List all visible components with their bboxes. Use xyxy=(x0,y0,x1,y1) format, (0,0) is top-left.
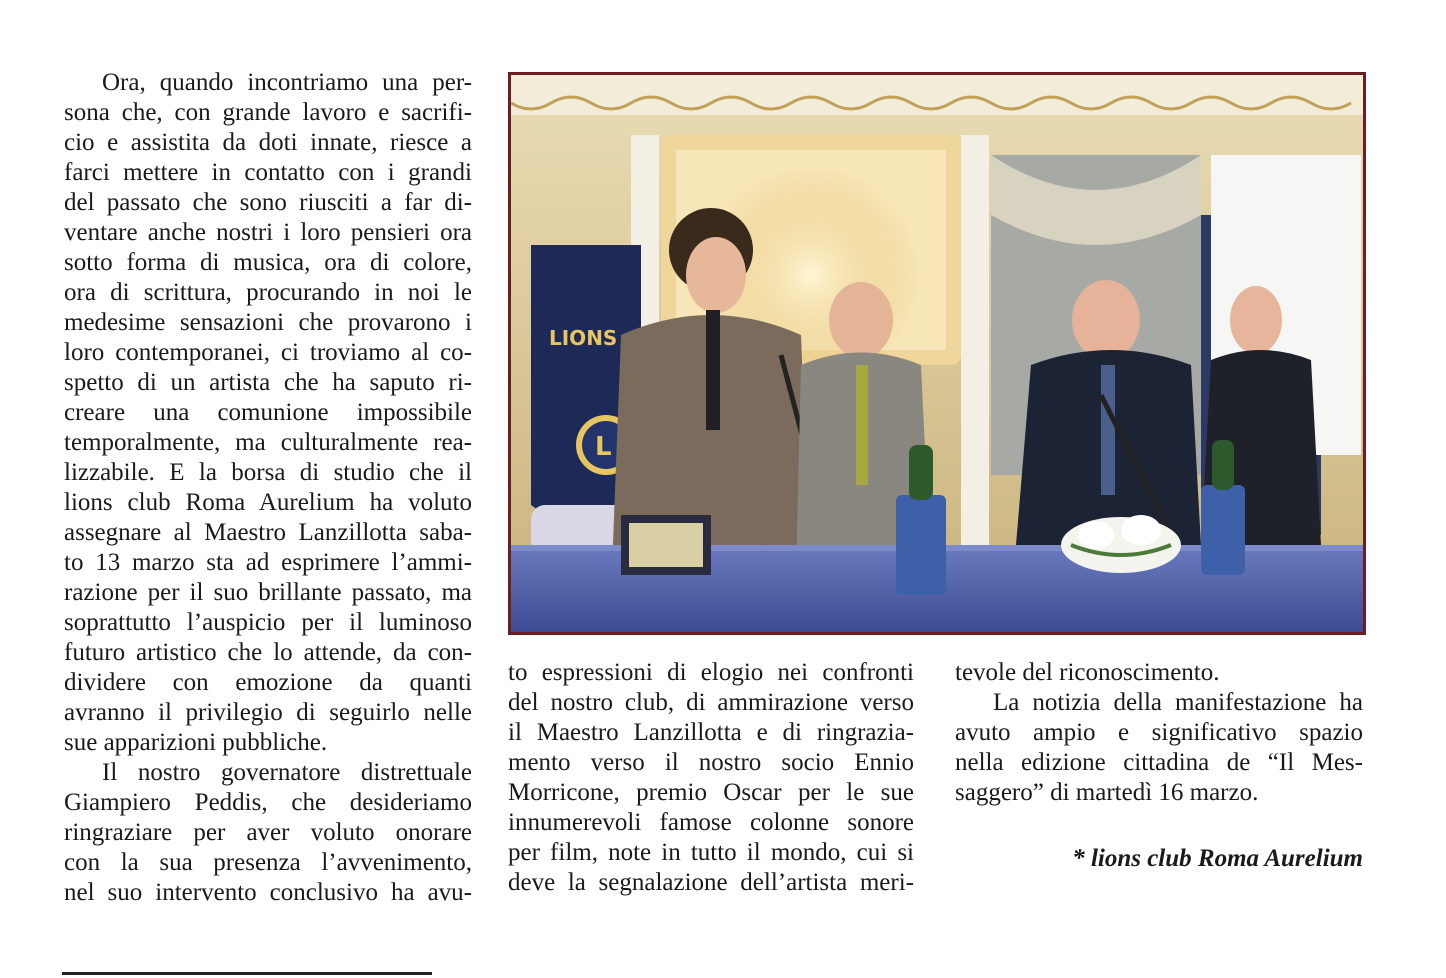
article-column-3 xyxy=(955,658,1363,808)
text-line: mento verso il nostro socio Ennio xyxy=(508,749,914,776)
text-line: futuro artistico che lo attende, da con- xyxy=(64,639,472,666)
text-line: medesime sensazioni che provarono i xyxy=(64,309,472,336)
text-line: dividere con emozione da quanti xyxy=(64,669,472,696)
text-line: ventare anche nostri i loro pensieri ora xyxy=(64,219,472,246)
text-line: loro contemporanei, ci troviamo al co- xyxy=(64,339,472,366)
text-line: sue apparizioni pubbliche. xyxy=(64,729,328,756)
text-line: Giampiero Peddis, che desideriamo xyxy=(64,789,472,816)
event-photo xyxy=(508,72,1366,635)
text-line: cio e assistita da doti innate, riesce a xyxy=(64,129,472,156)
text-line: lions club Roma Aurelium ha voluto xyxy=(64,489,472,516)
text-line: del passato che sono riusciti a far di- xyxy=(64,189,472,216)
text-line: La notizia della manifestazione ha xyxy=(993,689,1363,716)
text-line: deve la segnalazione dell’artista meri- xyxy=(508,869,914,896)
text-line: con la sua presenza l’avvenimento, xyxy=(64,849,472,876)
text-line: il Maestro Lanzillotta e di ringrazia- xyxy=(508,719,914,746)
text-line: soprattutto l’auspicio per il luminoso xyxy=(64,609,472,636)
text-line: ora di scrittura, procurando in noi le xyxy=(64,279,472,306)
text-line: to 13 marzo sta ad esprimere l’ammi- xyxy=(64,549,472,576)
text-line: Morricone, premio Oscar per le sue xyxy=(508,779,914,806)
text-line: avuto ampio e significativo spazio xyxy=(955,719,1363,746)
text-line: Ora, quando incontriamo una per- xyxy=(102,69,472,96)
text-line: nel suo intervento conclusivo ha avu- xyxy=(64,879,472,906)
text-line: nella edizione cittadina de “Il Mes- xyxy=(955,749,1363,776)
text-line: lizzabile. E la borsa di studio che il xyxy=(64,459,472,486)
text-line: del nostro club, di ammirazione verso xyxy=(508,689,914,716)
text-line: ringraziare per aver voluto onorare xyxy=(64,819,472,846)
text-line: innumerevoli famose colonne sonore xyxy=(508,809,914,836)
article-column-1 xyxy=(64,68,472,908)
text-line: to espressioni di elogio nei confronti xyxy=(508,659,914,686)
emblem-letter: L xyxy=(595,432,612,462)
author-credit: * lions club Roma Aurelium xyxy=(1072,845,1363,872)
bottom-rule xyxy=(62,972,432,975)
text-line: creare una comunione impossibile xyxy=(64,399,472,426)
text-line: saggero” di martedì 16 marzo. xyxy=(955,779,1259,806)
banner-text: LIONS xyxy=(549,326,618,350)
text-line: avranno il privilegio di seguirlo nelle xyxy=(64,699,472,726)
text-line: temporalmente, ma culturalmente rea- xyxy=(64,429,472,456)
text-line: Il nostro governatore distrettuale xyxy=(102,759,472,786)
text-line: assegnare al Maestro Lanzillotta saba- xyxy=(64,519,472,546)
text-line: razione per il suo brillante passato, ma xyxy=(64,579,472,606)
text-line: tevole del riconoscimento. xyxy=(955,659,1220,686)
text-line: farci mettere in contatto con i grandi xyxy=(64,159,472,186)
text-line: per film, note in tutto il mondo, cui si xyxy=(508,839,914,866)
text-line: sona che, con grande lavoro e sacrifi- xyxy=(64,99,472,126)
text-line: sotto forma di musica, ora di colore, xyxy=(64,249,472,276)
text-line: spetto di un artista che ha saputo ri- xyxy=(64,369,472,396)
article-column-2 xyxy=(508,658,914,898)
